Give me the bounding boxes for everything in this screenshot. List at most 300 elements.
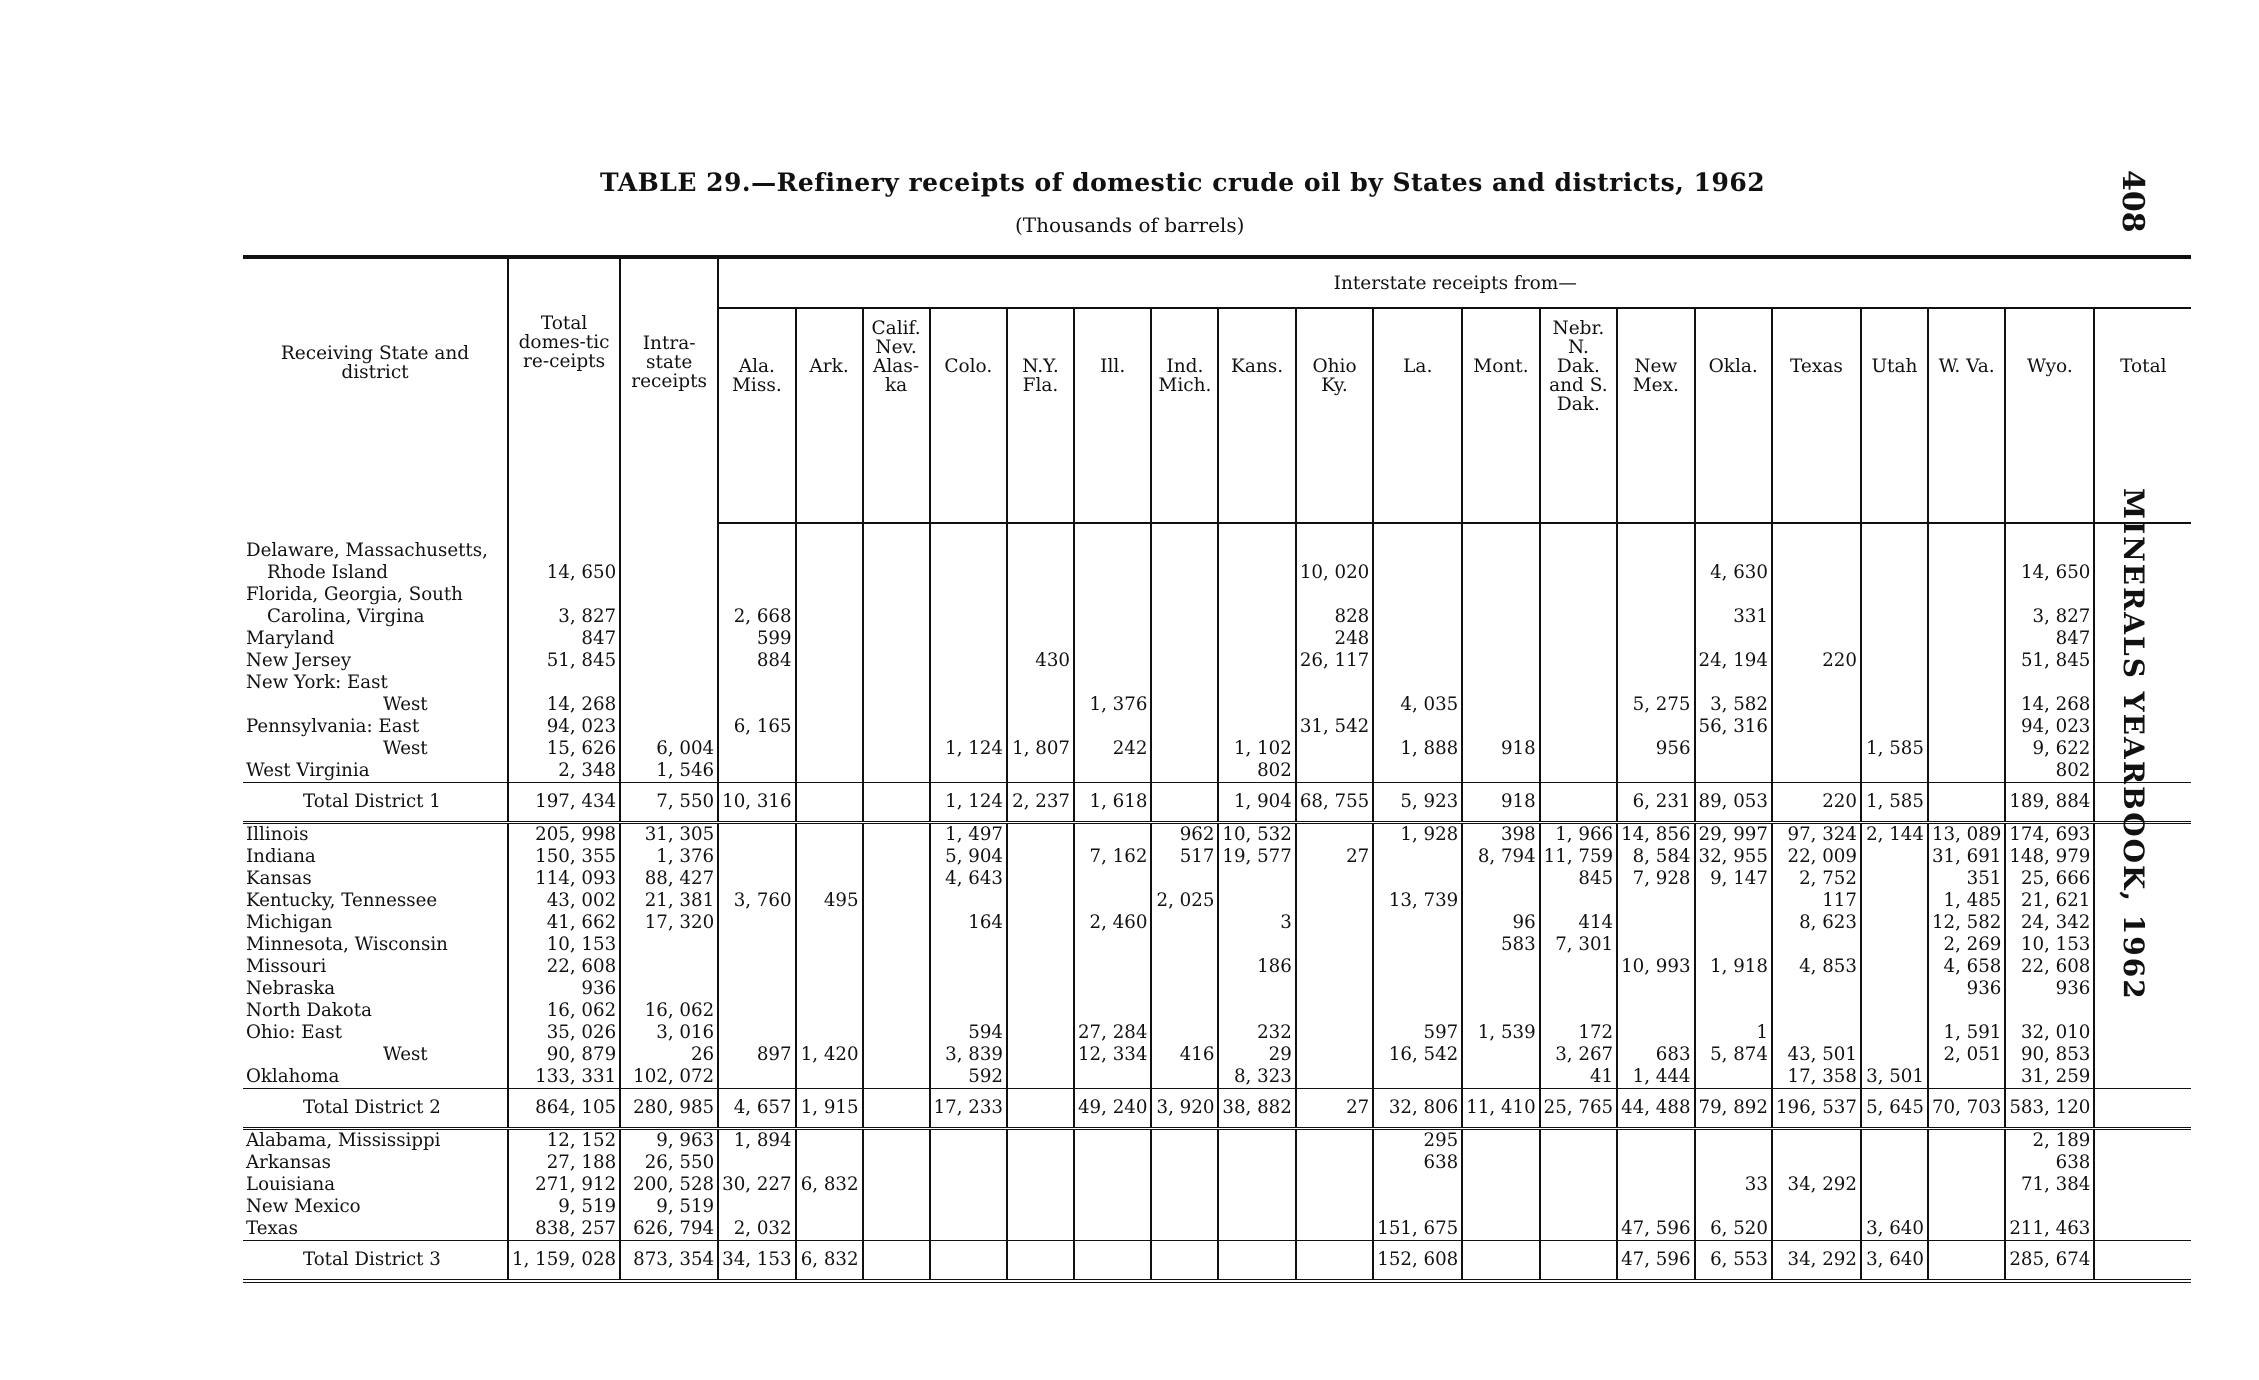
cell [1373,868,1462,890]
cell: 1, 618 [1074,783,1151,823]
table-title: TABLE 29.—Refinery receipts of domestic crude oil by States and districts, 1962 [600,168,1766,197]
cell [930,1241,1007,1282]
cell [1695,760,1772,783]
cell: 32, 010 [2005,1022,2094,1044]
cell: 802 [2005,760,2094,783]
cell [1462,1218,1539,1241]
cell [1074,650,1151,672]
cell [1928,1129,2005,1153]
cell: 1, 966 [1540,823,1617,847]
cell [863,823,930,847]
cell: 26 [620,1044,718,1066]
table-row [243,562,2191,584]
cell [1151,760,1218,783]
cell: 6, 553 [1695,1241,1772,1282]
header-col-14: Texas [1772,308,1861,523]
cell [1218,1174,1295,1196]
cell [508,540,620,562]
cell [718,1196,795,1218]
cell [718,912,795,934]
cell [1296,1066,1373,1089]
cell [1695,540,1772,562]
cell [1861,1196,1928,1218]
cell: 10, 020 [1296,562,1373,584]
cell [1928,760,2005,783]
cell: 94, 023 [2005,716,2094,738]
cell [1861,956,1928,978]
cell [1462,1174,1539,1196]
cell [863,584,930,606]
cell: 597 [1373,1022,1462,1044]
row-label: Delaware, Massachusetts, [246,540,488,561]
cell: 29 [1218,1044,1295,1066]
cell [863,650,930,672]
cell [796,694,863,716]
cell [1296,1022,1373,1044]
cell [1540,650,1617,672]
cell: 7, 301 [1540,934,1617,956]
cell [1617,562,1694,584]
cell [1861,912,1928,934]
cell: 31, 691 [1928,846,2005,868]
cell [930,1129,1007,1153]
cell [1928,694,2005,716]
cell [1462,606,1539,628]
cell: 626, 794 [620,1218,718,1241]
row-label: Carolina, Virgina [267,606,425,627]
cell [1373,760,1462,783]
cell [863,868,930,890]
cell [1861,1174,1928,1196]
table-row [243,672,2191,694]
cell [2094,1022,2191,1044]
cell [796,1000,863,1022]
cell: 32, 806 [1373,1089,1462,1129]
cell: 90, 879 [508,1044,620,1066]
cell [508,584,620,606]
cell [1218,868,1295,890]
cell [718,584,795,606]
cell [2094,846,2191,868]
header-col-15: Utah [1861,308,1928,523]
cell: 148, 979 [2005,846,2094,868]
cell [1928,672,2005,694]
cell [1617,978,1694,1000]
cell [796,1129,863,1153]
cell: 3, 582 [1695,694,1772,716]
cell [930,890,1007,912]
cell [2094,540,2191,562]
cell [1373,672,1462,694]
cell [1007,934,1074,956]
cell [1540,1241,1617,1282]
cell: 96 [1462,912,1539,934]
row-label: West [383,738,428,759]
cell [863,846,930,868]
cell: 4, 035 [1373,694,1462,716]
cell [930,978,1007,1000]
cell: 26, 550 [620,1152,718,1174]
header-col-5: Ill. [1074,308,1151,523]
cell [863,1089,930,1129]
cell: 242 [1074,738,1151,760]
cell [1074,1066,1151,1089]
cell [1617,716,1694,738]
cell [2094,1089,2191,1129]
cell [1617,606,1694,628]
cell [1861,606,1928,628]
cell [1373,934,1462,956]
cell: 295 [1373,1129,1462,1153]
cell [796,783,863,823]
cell [1462,1152,1539,1174]
cell [1007,1066,1074,1089]
cell [1218,1196,1295,1218]
header-col-7: Kans. [1218,308,1295,523]
cell [1074,540,1151,562]
cell [863,890,930,912]
total-row [243,783,2191,823]
row-label: North Dakota [246,1000,372,1021]
header-receiving: Receiving State and district [243,257,508,523]
cell [1373,1000,1462,1022]
cell [1074,562,1151,584]
cell: 271, 912 [508,1174,620,1196]
cell [2094,956,2191,978]
cell [1074,1241,1151,1282]
cell [1151,738,1218,760]
cell [1296,694,1373,716]
running-head: MINERALS YEARBOOK, 1962 [2117,488,2150,1001]
cell: 205, 998 [508,823,620,847]
cell [1007,1196,1074,1218]
cell [796,934,863,956]
cell: 6, 165 [718,716,795,738]
cell [796,738,863,760]
cell: 186 [1218,956,1295,978]
cell [718,738,795,760]
cell [1617,672,1694,694]
cell [1296,934,1373,956]
cell [1928,1218,2005,1241]
cell [2094,783,2191,823]
cell [1373,978,1462,1000]
cell: 5, 275 [1617,694,1694,716]
cell [1373,1066,1462,1089]
cell [1151,868,1218,890]
cell [1074,760,1151,783]
cell [796,868,863,890]
cell [1007,1000,1074,1022]
cell [1151,1066,1218,1089]
cell: 220 [1772,650,1861,672]
cell: 897 [718,1044,795,1066]
cell [1540,716,1617,738]
table-row [243,1022,2191,1044]
cell: 71, 384 [2005,1174,2094,1196]
cell [1928,1196,2005,1218]
cell: 638 [1373,1152,1462,1174]
cell: 51, 845 [508,650,620,672]
cell: 34, 292 [1772,1174,1861,1196]
row-label: West Virginia [246,760,370,781]
cell [1462,1196,1539,1218]
header-col-0: Ala. Miss. [718,308,795,523]
cell [1007,606,1074,628]
cell [620,650,718,672]
table-row [243,738,2191,760]
cell [1617,540,1694,562]
cell: 172 [1540,1022,1617,1044]
cell [1074,672,1151,694]
cell: 30, 227 [718,1174,795,1196]
cell [620,540,718,562]
table-row [243,540,2191,562]
cell: 27 [1296,1089,1373,1129]
cell [1772,540,1861,562]
cell: 114, 093 [508,868,620,890]
cell [1007,1129,1074,1153]
header-col-2: Calif. Nev. Alas-ka [863,308,930,523]
cell [863,1022,930,1044]
cell: 5, 645 [1861,1089,1928,1129]
cell: 14, 268 [2005,694,2094,716]
table-row [243,584,2191,606]
cell: 2, 237 [1007,783,1074,823]
cell: 10, 153 [508,934,620,956]
cell: 884 [718,650,795,672]
cell: 89, 053 [1695,783,1772,823]
cell: 10, 153 [2005,934,2094,956]
cell [1296,540,1373,562]
cell [1007,694,1074,716]
cell [1218,978,1295,1000]
cell [1218,1000,1295,1022]
cell: 68, 755 [1296,783,1373,823]
cell [1151,1196,1218,1218]
cell [1074,1196,1151,1218]
cell [1617,1129,1694,1153]
cell: 3, 760 [718,890,795,912]
cell [620,606,718,628]
cell [1695,912,1772,934]
cell [796,978,863,1000]
cell [1540,890,1617,912]
cell [1218,650,1295,672]
cell: 583 [1462,934,1539,956]
table-row [243,978,2191,1000]
cell [796,912,863,934]
cell [508,672,620,694]
cell: 34, 153 [718,1241,795,1282]
cell [1861,628,1928,650]
cell: 41, 662 [508,912,620,934]
cell [863,540,930,562]
header-col-16: W. Va. [1928,308,2005,523]
cell [1007,760,1074,783]
cell: 873, 354 [620,1241,718,1282]
cell: 3, 827 [508,606,620,628]
cell: 7, 162 [1074,846,1151,868]
row-label: Total District 2 [243,1089,508,1129]
cell [1151,1022,1218,1044]
table-row [243,1218,2191,1241]
cell: 14, 650 [508,562,620,584]
cell: 1, 918 [1695,956,1772,978]
header-col-18: Total [2094,308,2191,523]
cell [1695,584,1772,606]
cell: 33 [1695,1174,1772,1196]
cell: 11, 410 [1462,1089,1539,1129]
cell: 2, 752 [1772,868,1861,890]
table-row [243,716,2191,738]
cell: 1, 928 [1373,823,1462,847]
cell [1928,716,2005,738]
row-label: Michigan [246,912,333,933]
header-col-3: Colo. [930,308,1007,523]
cell [1617,650,1694,672]
cell [1928,650,2005,672]
header-interstate: Interstate receipts from— [718,257,2191,308]
cell: 918 [1462,783,1539,823]
cell: 27, 284 [1074,1022,1151,1044]
header-col-9: La. [1373,308,1462,523]
table-row [243,823,2191,847]
cell: 26, 117 [1296,650,1373,672]
cell [796,1022,863,1044]
cell: 8, 623 [1772,912,1861,934]
cell [1462,1241,1539,1282]
cell: 956 [1617,738,1694,760]
cell: 21, 621 [2005,890,2094,912]
header-col-1: Ark. [796,308,863,523]
cell [2005,540,2094,562]
cell [1151,1241,1218,1282]
cell [2094,716,2191,738]
cell [796,606,863,628]
cell: 1, 376 [620,846,718,868]
cell [1861,978,1928,1000]
cell [796,562,863,584]
cell [1007,890,1074,912]
cell: 864, 105 [508,1089,620,1129]
cell [1540,956,1617,978]
cell [718,1152,795,1174]
cell [1218,890,1295,912]
cell [1074,956,1151,978]
cell [1928,628,2005,650]
cell [2094,1196,2191,1218]
cell [1540,540,1617,562]
table-row [243,1000,2191,1022]
cell: 14, 268 [508,694,620,716]
cell [1462,1066,1539,1089]
cell [1373,650,1462,672]
cell [1007,1174,1074,1196]
cell: 10, 532 [1218,823,1295,847]
cell [1462,650,1539,672]
cell [2094,738,2191,760]
cell: 1, 485 [1928,890,2005,912]
cell [1218,672,1295,694]
cell [1151,716,1218,738]
cell: 24, 342 [2005,912,2094,934]
cell [718,934,795,956]
cell: 838, 257 [508,1218,620,1241]
cell [1151,934,1218,956]
cell [1462,628,1539,650]
cell [1007,956,1074,978]
cell [1540,1129,1617,1153]
table-row [243,912,2191,934]
cell: 151, 675 [1373,1218,1462,1241]
cell [1861,934,1928,956]
cell [1074,584,1151,606]
cell [1695,672,1772,694]
cell [2005,1196,2094,1218]
cell [1151,1152,1218,1174]
cell [2094,606,2191,628]
header-col-8: Ohio Ky. [1296,308,1373,523]
cell [1218,934,1295,956]
cell [930,1000,1007,1022]
cell: 517 [1151,846,1218,868]
cell: 845 [1540,868,1617,890]
cell: 211, 463 [2005,1218,2094,1241]
cell [1772,606,1861,628]
cell [1007,1218,1074,1241]
cell [1151,650,1218,672]
cell [1373,912,1462,934]
cell: 847 [2005,628,2094,650]
cell [1861,716,1928,738]
cell: 1, 904 [1218,783,1295,823]
cell: 5, 904 [930,846,1007,868]
cell [1007,1089,1074,1129]
cell: 174, 693 [2005,823,2094,847]
cell: 1, 546 [620,760,718,783]
row-label: New Mexico [246,1196,361,1217]
cell [1296,890,1373,912]
cell [1928,738,2005,760]
row-label: West [383,1044,428,1065]
cell: 3, 016 [620,1022,718,1044]
cell [930,1174,1007,1196]
row-label: Nebraska [246,978,336,999]
cell [930,562,1007,584]
cell [1772,1196,1861,1218]
cell [863,628,930,650]
cell: 10, 993 [1617,956,1694,978]
table-row [243,1174,2191,1196]
cell [1074,1218,1151,1241]
cell [718,978,795,1000]
cell: 2, 025 [1151,890,1218,912]
cell: 2, 051 [1928,1044,2005,1066]
cell [1540,562,1617,584]
cell [1462,562,1539,584]
cell [1007,912,1074,934]
cell [2094,934,2191,956]
row-label: Pennsylvania: East [246,716,420,737]
cell: 3, 827 [2005,606,2094,628]
cell: 133, 331 [508,1066,620,1089]
cell: 594 [930,1022,1007,1044]
cell [1617,1174,1694,1196]
cell [2094,1000,2191,1022]
cell [1296,912,1373,934]
cell: 44, 488 [1617,1089,1694,1129]
